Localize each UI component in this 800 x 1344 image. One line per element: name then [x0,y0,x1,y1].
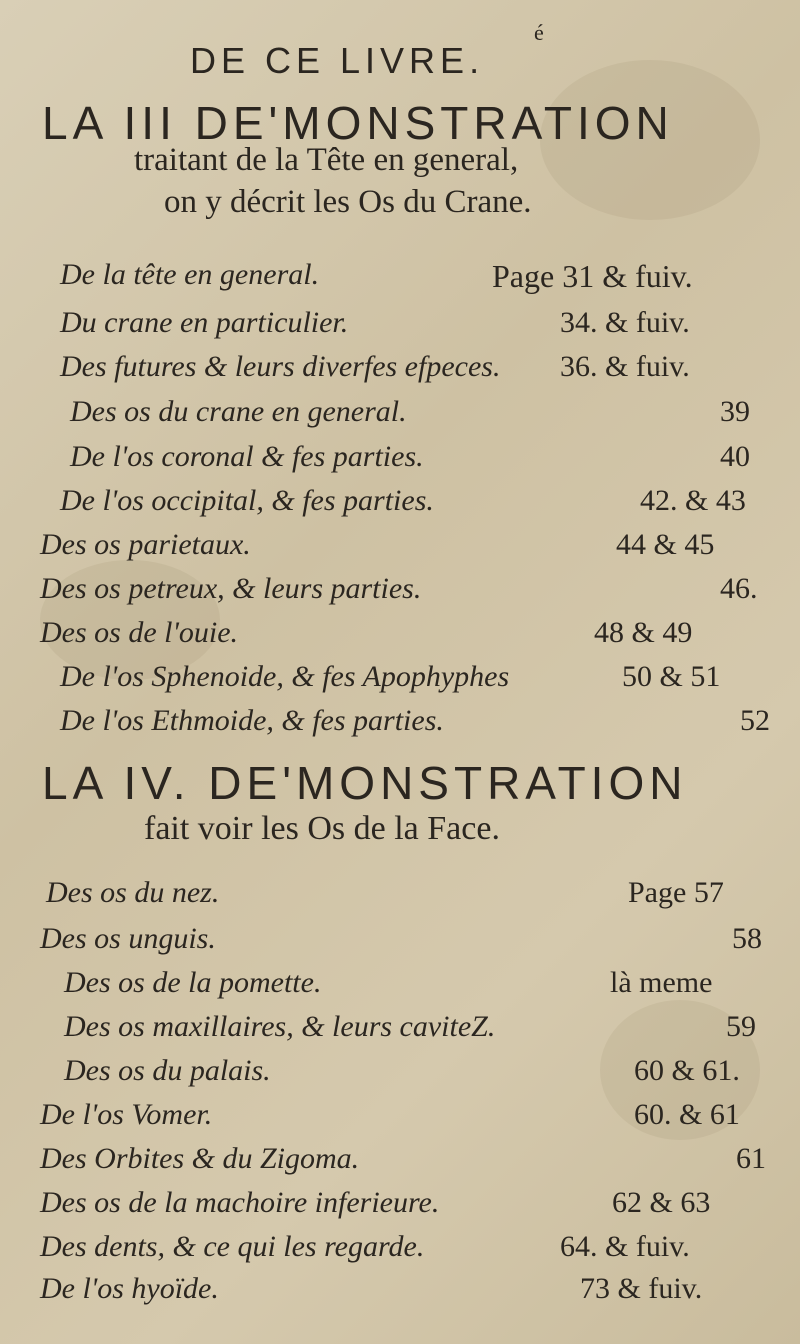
entry-label: De la tête en general. [60,258,320,291]
entry-page: 60 & 61. [634,1054,740,1087]
entry-page: 73 & fuiv. [580,1272,703,1305]
contents-row [0,1272,800,1318]
contents-row [0,1186,800,1232]
entry-label: Des os du crane en general. [70,395,407,428]
contents-row [0,440,800,486]
contents-row [0,258,800,304]
entry-label: De l'os Vomer. [40,1098,213,1131]
entry-page: 46. [720,572,758,605]
entry-page: 50 & 51 [622,660,721,693]
entry-label: De l'os hyoïde. [40,1272,219,1305]
entry-label: De l'os Ethmoide, & fes parties. [60,704,444,737]
contents-row [0,395,800,441]
section-title: LA III DE'MONSTRATION [42,97,674,149]
entry-label: De l'os coronal & fes parties. [70,440,424,473]
contents-row [0,484,800,530]
entry-page: 61 [736,1142,766,1175]
entry-label: Des os maxillaires, & leurs caviteZ. [64,1010,496,1043]
entry-label: Des os parietaux. [40,528,251,561]
contents-row [0,528,800,574]
entry-label: Des os de la pomette. [64,966,322,999]
contents-row [0,660,800,706]
entry-page: 34. & fuiv. [560,306,690,339]
section-subtitle: traitant de la Tête en general, [134,142,519,178]
contents-row [0,1098,800,1144]
contents-row [0,1142,800,1188]
entry-label: Des os petreux, & leurs parties. [40,572,422,605]
contents-row [0,922,800,968]
entry-page: 40 [720,440,750,473]
entry-label: Des os de l'ouie. [40,616,239,649]
contents-row [0,704,800,750]
contents-row [0,306,800,352]
entry-page: Page 31 & fuiv. [492,258,693,294]
entry-label: Des os de la machoire inferieure. [40,1186,440,1219]
entry-label: Des Orbites & du Zigoma. [40,1142,360,1175]
entry-page: 39 [720,395,750,428]
entry-page: 58 [732,922,762,955]
entry-page: 48 & 49 [594,616,693,649]
contents-row [0,876,800,922]
entry-page: là meme [610,966,713,999]
entry-page: 62 & 63 [612,1186,711,1219]
entry-page: 36. & fuiv. [560,350,690,383]
contents-row [0,350,800,396]
section-subtitle: on y décrit les Os du Crane. [164,184,532,220]
contents-row [0,572,800,618]
contents-row [0,1054,800,1100]
section-title: LA IV. DE'MONSTRATION [42,757,688,809]
running-title: DE CE LIVRE. [190,40,485,81]
entry-label: Des futures & leurs diverfes efpeces. [60,350,501,383]
corner-mark: é [534,20,544,45]
entry-label: Des os du nez. [46,876,220,909]
entry-label: Des os unguis. [40,922,216,955]
contents-row [0,966,800,1012]
entry-page: Page 57 [628,876,724,909]
contents-row [0,1230,800,1276]
entry-page: 59 [726,1010,756,1043]
entry-page: 64. & fuiv. [560,1230,690,1263]
entry-label: De l'os Sphenoide, & fes Apophyphes [60,660,510,693]
entry-page: 60. & 61 [634,1098,740,1131]
entry-label: Des os du palais. [64,1054,271,1087]
entry-page: 52 [740,704,770,737]
entry-label: Des dents, & ce qui les regarde. [40,1230,425,1263]
section-subtitle: fait voir les Os de la Face. [144,810,500,847]
contents-row [0,1010,800,1056]
contents-row [0,616,800,662]
entry-page: 44 & 45 [616,528,715,561]
entry-page: 42. & 43 [640,484,746,517]
entry-label: De l'os occipital, & fes parties. [60,484,434,517]
entry-label: Du crane en particulier. [60,306,349,339]
